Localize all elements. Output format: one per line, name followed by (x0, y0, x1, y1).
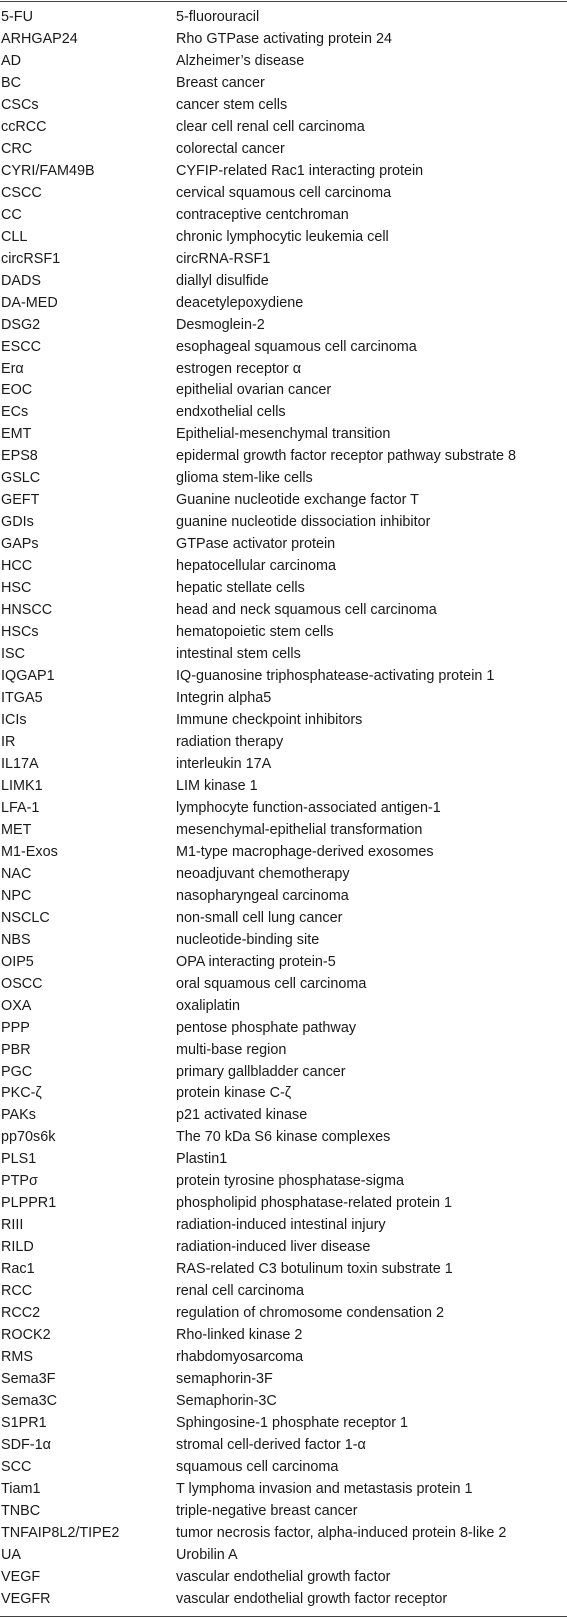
abbreviation-cell: RIII (1, 1217, 24, 1234)
table-row (0, 227, 567, 249)
table-row (0, 315, 567, 337)
abbreviation-cell: OXA (1, 997, 32, 1014)
table-row (0, 490, 567, 512)
table-row (0, 886, 567, 908)
abbreviation-cell: PBR (1, 1041, 31, 1058)
abbreviation-cell: pp70s6k (1, 1129, 56, 1146)
abbreviation-cell: RILD (1, 1239, 34, 1256)
definition-cell: The 70 kDa S6 kinase complexes (176, 1129, 391, 1146)
abbreviation-cell: 5-FU (1, 9, 33, 25)
abbreviation-cell: HNSCC (1, 602, 53, 619)
definition-cell: M1-type macrophage-derived exosomes (176, 843, 434, 860)
abbreviation-cell: IQGAP1 (1, 668, 55, 685)
table-row (0, 271, 567, 293)
abbreviation-cell: SCC (1, 1458, 32, 1475)
table-row (0, 1171, 567, 1193)
table-row (0, 1040, 567, 1062)
definition-cell: mesenchymal-epithelial transformation (176, 821, 423, 838)
abbreviation-cell: PLPPR1 (1, 1195, 57, 1212)
table-row (0, 688, 567, 710)
abbreviation-cell: GEFT (1, 492, 40, 509)
abbreviation-cell: DA-MED (1, 294, 58, 311)
table-row (0, 1237, 567, 1259)
definition-cell: protein tyrosine phosphatase-sigma (176, 1173, 404, 1190)
definition-cell: cancer stem cells (176, 96, 288, 113)
abbreviation-cell: CLL (1, 228, 28, 245)
table-row (0, 1303, 567, 1325)
definition-cell: deacetylepoxydiene (176, 294, 304, 311)
table-row (0, 732, 567, 754)
definition-cell: T lymphoma invasion and metastasis protein 1 (176, 1480, 473, 1497)
table-row (0, 1545, 567, 1567)
definition-cell: regulation of chromosome condensation 2 (176, 1305, 444, 1322)
definition-cell: oxaliplatin (176, 997, 240, 1014)
abbreviation-cell: ICIs (1, 712, 27, 728)
definition-cell: estrogen receptor α (176, 360, 302, 377)
definition-cell: interleukin 17A (176, 755, 272, 772)
abbreviation-cell: ISC (1, 646, 25, 663)
definition-cell: nucleotide-binding site (176, 931, 320, 948)
table-row (0, 1479, 567, 1501)
definition-cell: chronic lymphocytic leukemia cell (176, 228, 389, 245)
table-row (0, 710, 567, 732)
definition-cell: primary gallbladder cancer (176, 1063, 346, 1080)
abbreviation-cell: GAPs (1, 536, 39, 553)
table-row (0, 1281, 567, 1303)
definition-cell: IQ-guanosine triphosphatease-activating protein 1 (176, 668, 495, 685)
definition-cell: CYFIP-related Rac1 interacting protein (176, 162, 424, 179)
abbreviation-cell: Sema3F (1, 1371, 56, 1388)
table-row (0, 776, 567, 798)
abbreviation-cell: DSG2 (1, 316, 41, 333)
definition-cell: Sphingosine-1 phosphate receptor 1 (176, 1415, 409, 1431)
abbreviation-cell: PKC-ζ (1, 1085, 42, 1102)
definition-cell: GTPase activator protein (176, 536, 336, 553)
abbreviation-cell: ITGA5 (1, 690, 43, 707)
table-row (0, 1149, 567, 1171)
abbreviation-cell: TNBC (1, 1502, 41, 1519)
table-row (0, 996, 567, 1018)
table-row (0, 1347, 567, 1369)
definition-cell: pentose phosphate pathway (176, 1019, 357, 1036)
definition-cell: p21 activated kinase (176, 1107, 308, 1124)
abbreviation-cell: TNFAIP8L2/TIPE2 (1, 1524, 120, 1541)
abbreviation-cell: Erα (1, 360, 24, 377)
definition-cell: esophageal squamous cell carcinoma (176, 338, 417, 355)
table-row (0, 820, 567, 842)
definition-cell: multi-base region (176, 1041, 287, 1058)
definition-cell: squamous cell carcinoma (176, 1458, 339, 1475)
abbreviation-cell: S1PR1 (1, 1415, 47, 1431)
table-row (0, 1391, 567, 1413)
table-row (0, 1193, 567, 1215)
definition-cell: clear cell renal cell carcinoma (176, 118, 365, 135)
table-row (0, 1589, 567, 1611)
abbreviation-cell: VEGF (1, 1568, 41, 1585)
definition-cell: epidermal growth factor receptor pathway substrate 8 (176, 448, 516, 465)
table-row (0, 29, 567, 51)
abbreviation-cell: LIMK1 (1, 777, 43, 794)
table-row (0, 402, 567, 424)
definition-cell: radiation-induced liver disease (176, 1239, 371, 1256)
abbreviation-cell: UA (1, 1546, 21, 1563)
abbreviation-cell: CSCs (1, 96, 39, 113)
table-row (0, 1413, 567, 1435)
abbreviation-cell: AD (1, 52, 21, 69)
abbreviation-cell: PLS1 (1, 1151, 37, 1168)
abbreviation-cell: ECs (1, 404, 29, 421)
abbreviation-cell: OIP5 (1, 953, 34, 970)
table-row (0, 600, 567, 622)
abbreviation-cell: ccRCC (1, 118, 47, 135)
abbreviation-cell: HSCs (1, 624, 39, 641)
table-row (0, 556, 567, 578)
abbreviation-cell: EOC (1, 382, 33, 399)
abbreviation-cell: Sema3C (1, 1393, 57, 1410)
definition-cell: semaphorin-3F (176, 1371, 273, 1388)
table-row (0, 1127, 567, 1149)
table-row (0, 95, 567, 117)
abbreviation-cell: CYRI/FAM49B (1, 162, 95, 179)
abbreviation-cell: IL17A (1, 755, 39, 772)
definition-cell: radiation-induced intestinal injury (176, 1217, 386, 1234)
abbreviation-cell: MET (1, 821, 32, 838)
table-row (0, 293, 567, 315)
table-row (0, 249, 567, 271)
table-row (0, 908, 567, 930)
table-row (0, 1325, 567, 1347)
definition-cell: hematopoietic stem cells (176, 624, 334, 641)
abbreviation-cell: ARHGAP24 (1, 30, 78, 47)
definition-cell: Desmoglein-2 (176, 316, 265, 333)
definition-cell: LIM kinase 1 (176, 777, 258, 794)
abbreviation-cell: DADS (1, 272, 41, 289)
table-row (0, 842, 567, 864)
table-row (0, 117, 567, 139)
abbreviation-cell: GDIs (1, 514, 34, 531)
abbreviation-cell: ESCC (1, 338, 41, 355)
abbreviation-cell: RCC (1, 1283, 33, 1300)
definition-cell: hepatic stellate cells (176, 580, 305, 597)
abbreviation-cell: SDF-1α (1, 1436, 51, 1453)
definition-cell: cervical squamous cell carcinoma (176, 184, 392, 201)
definition-cell: radiation therapy (176, 733, 284, 750)
table-row (0, 1105, 567, 1127)
definition-cell: nasopharyngeal carcinoma (176, 887, 349, 904)
table-body (0, 7, 567, 1611)
definition-cell: non-small cell lung cancer (176, 909, 343, 926)
definition-cell: Plastin1 (176, 1151, 228, 1168)
definition-cell: diallyl disulfide (176, 272, 269, 289)
table-row (0, 1083, 567, 1105)
definition-cell: 5-fluorouracil (176, 9, 260, 25)
definition-cell: Rho-linked kinase 2 (176, 1327, 303, 1344)
table-row (0, 754, 567, 776)
table-row (0, 73, 567, 95)
definition-cell: Alzheimer’s disease (176, 52, 305, 69)
abbreviation-cell: PGC (1, 1063, 33, 1080)
abbreviation-cell: BC (1, 74, 21, 91)
table-row (0, 1259, 567, 1281)
table-row (0, 534, 567, 556)
table-row (0, 1018, 567, 1040)
definition-cell: Rho GTPase activating protein 24 (176, 30, 392, 47)
definition-cell: Immune checkpoint inhibitors (176, 712, 363, 728)
definition-cell: RAS-related C3 botulinum toxin substrate 1 (176, 1261, 453, 1278)
table-row (0, 644, 567, 666)
table-row (0, 446, 567, 468)
definition-cell: head and neck squamous cell carcinoma (176, 602, 437, 619)
table-row (0, 468, 567, 490)
table-row (0, 864, 567, 886)
abbreviation-cell: OSCC (1, 975, 43, 992)
definition-cell: Guanine nucleotide exchange factor T (176, 492, 419, 509)
definition-cell: rhabdomyosarcoma (176, 1349, 304, 1366)
table-row (0, 337, 567, 359)
abbreviation-cell: Rac1 (1, 1261, 35, 1278)
table-row (0, 952, 567, 974)
definition-cell: vascular endothelial growth factor (176, 1568, 391, 1585)
table-row (0, 51, 567, 73)
abbreviation-cell: HSC (1, 580, 32, 597)
abbreviation-cell: CSCC (1, 184, 42, 201)
definition-cell: tumor necrosis factor, alpha-induced protein 8-like 2 (176, 1524, 507, 1541)
definition-cell: Integrin alpha5 (176, 690, 272, 707)
definition-cell: renal cell carcinoma (176, 1283, 304, 1300)
abbreviation-cell: NBS (1, 931, 31, 948)
abbreviation-cell: RCC2 (1, 1305, 41, 1322)
definition-cell: stromal cell-derived factor 1-α (176, 1436, 366, 1453)
table-row (0, 424, 567, 446)
definition-cell: Urobilin A (176, 1546, 238, 1563)
table-row (0, 1567, 567, 1589)
table-row (0, 1501, 567, 1523)
definition-cell: protein kinase C-ζ (176, 1085, 292, 1102)
abbreviation-cell: NAC (1, 865, 32, 882)
table-row (0, 1369, 567, 1391)
table-row (0, 1523, 567, 1545)
abbreviation-cell: circRSF1 (1, 250, 61, 267)
table-row (0, 359, 567, 381)
abbreviation-cell: PPP (1, 1019, 30, 1036)
abbreviation-cell: ROCK2 (1, 1327, 51, 1344)
abbreviation-cell: RMS (1, 1349, 33, 1366)
table-row (0, 205, 567, 227)
definition-cell: lymphocyte function-associated antigen-1 (176, 799, 441, 816)
definition-cell: guanine nucleotide dissociation inhibitor (176, 514, 431, 531)
table-row (0, 7, 567, 29)
definition-cell: colorectal cancer (176, 140, 285, 157)
abbreviation-cell: EMT (1, 426, 32, 443)
definition-cell: circRNA-RSF1 (176, 250, 271, 267)
definition-cell: Semaphorin-3C (176, 1393, 277, 1410)
definition-cell: endxothelial cells (176, 404, 286, 421)
table-row (0, 622, 567, 644)
table-row (0, 183, 567, 205)
abbreviation-cell: EPS8 (1, 448, 38, 465)
abbreviation-cell: VEGFR (1, 1590, 51, 1607)
definition-cell: oral squamous cell carcinoma (176, 975, 367, 992)
abbreviation-cell: LFA-1 (1, 799, 40, 816)
definition-cell: neoadjuvant chemotherapy (176, 865, 350, 882)
abbreviation-cell: M1-Exos (1, 843, 58, 860)
table-row (0, 578, 567, 600)
table-row (0, 798, 567, 820)
definition-cell: epithelial ovarian cancer (176, 382, 332, 399)
table-row (0, 1457, 567, 1479)
table-row (0, 930, 567, 952)
definition-cell: phospholipid phosphatase-related protein 1 (176, 1195, 453, 1212)
abbreviation-cell: HCC (1, 558, 33, 575)
abbreviation-cell: GSLC (1, 470, 41, 487)
abbreviation-cell: IR (1, 733, 16, 750)
abbreviation-cell: CC (1, 206, 22, 223)
table-row (0, 161, 567, 183)
top-rule (0, 1, 567, 2)
table-row (0, 512, 567, 534)
definition-cell: vascular endothelial growth factor receptor (176, 1590, 448, 1607)
bottom-rule (0, 1616, 567, 1617)
definition-cell: hepatocellular carcinoma (176, 558, 336, 575)
abbreviation-cell: CRC (1, 140, 33, 157)
abbreviation-cell: PTPσ (1, 1173, 38, 1190)
definition-cell: intestinal stem cells (176, 646, 301, 663)
abbreviation-cell: Tiam1 (1, 1480, 41, 1497)
definition-cell: triple-negative breast cancer (176, 1502, 358, 1519)
definition-cell: Breast cancer (176, 74, 265, 91)
abbreviation-cell: NPC (1, 887, 32, 904)
table-row (0, 1435, 567, 1457)
table-row (0, 139, 567, 161)
table-row (0, 1062, 567, 1084)
table-row (0, 974, 567, 996)
abbreviation-cell: NSCLC (1, 909, 50, 926)
definition-cell: Epithelial-mesenchymal transition (176, 426, 391, 443)
table-row (0, 1215, 567, 1237)
definition-cell: glioma stem-like cells (176, 470, 313, 487)
definition-cell: OPA interacting protein-5 (176, 953, 336, 970)
table-row (0, 380, 567, 402)
table-row (0, 666, 567, 688)
definition-cell: contraceptive centchroman (176, 206, 349, 223)
abbreviation-cell: PAKs (1, 1107, 36, 1124)
